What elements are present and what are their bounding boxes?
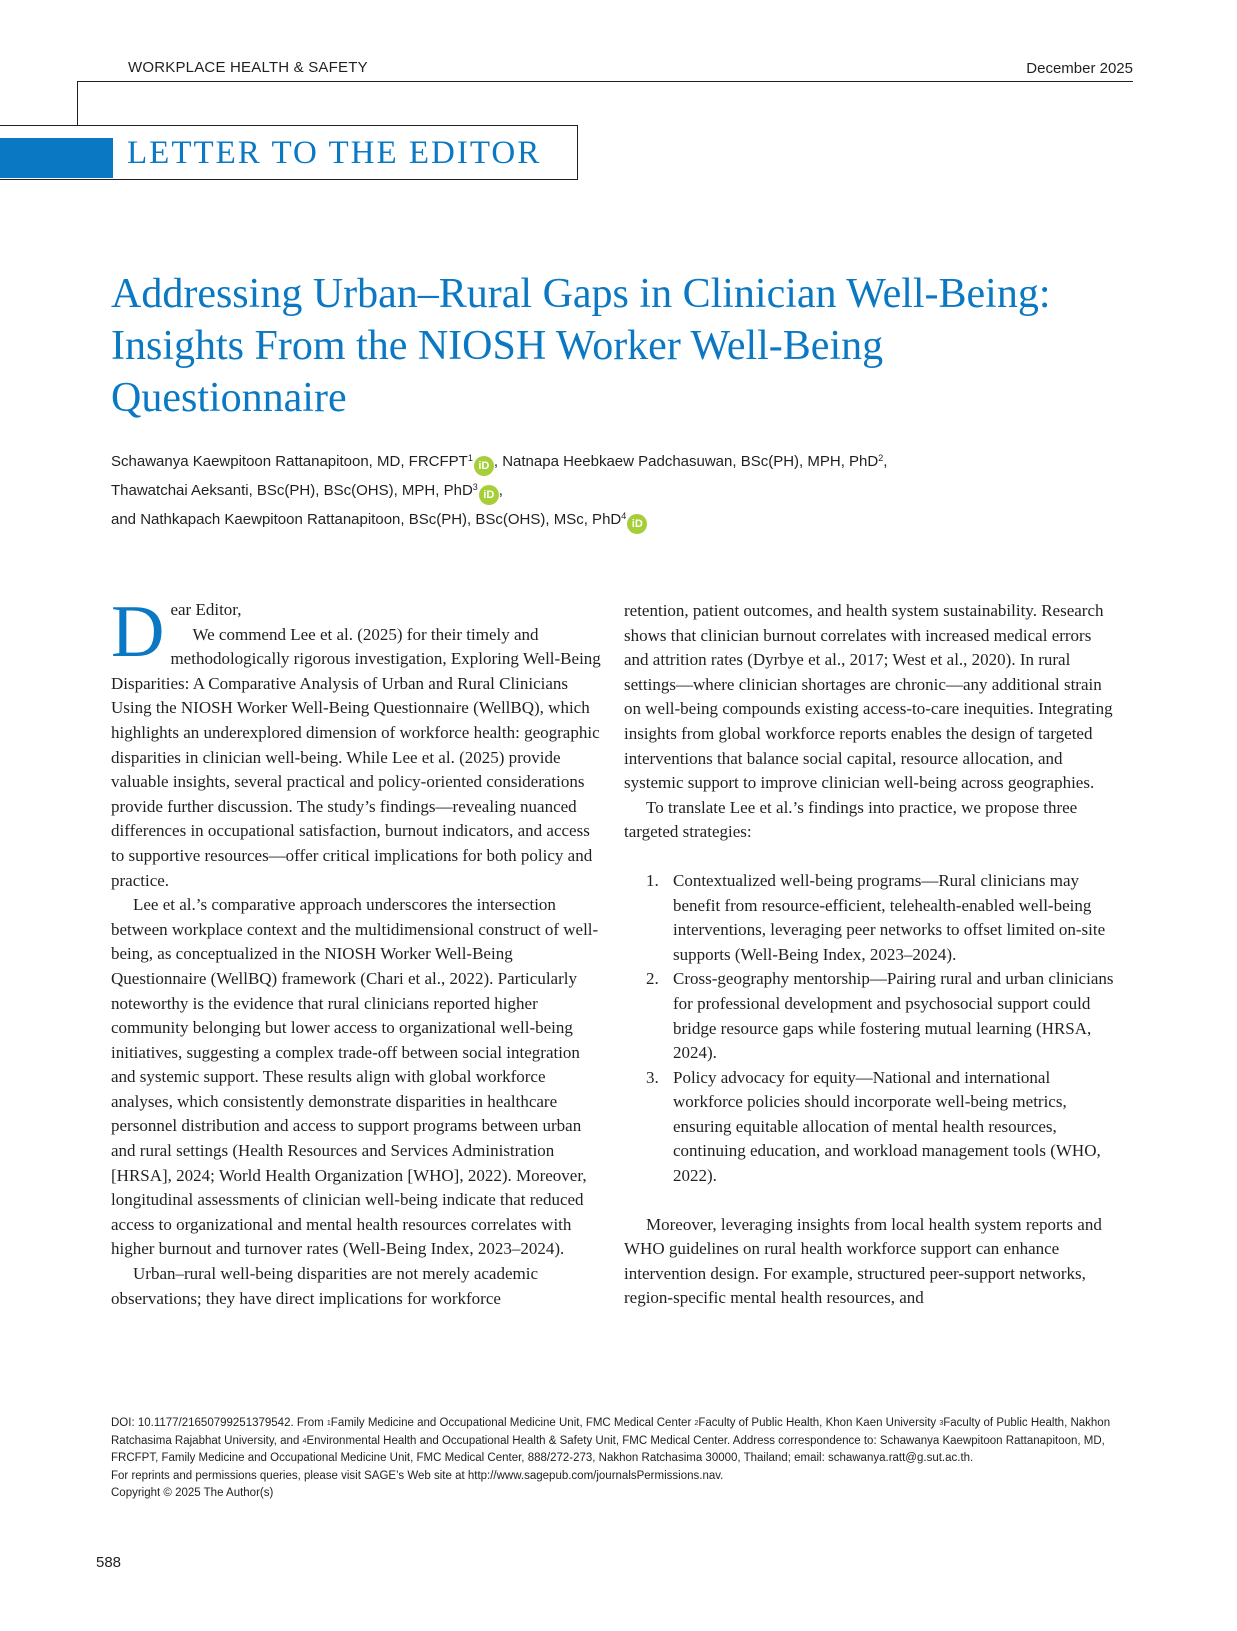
body-paragraph: To translate Lee et al.’s findings into practice, we propose three targeted strategies:: [624, 797, 1078, 842]
author-line-3: [111, 505, 1131, 534]
body-paragraph: Moreover, leveraging insights from local health system reports and WHO guidelines on rural health workforce support can enhance intervention design. For example, structured peer-support networks, region-specific mental health resources, and: [624, 1214, 1102, 1308]
copyright-note: Copyright © 2025 The Author(s): [111, 1487, 274, 1499]
list-item: [624, 1066, 1118, 1189]
orcid-icon[interactable]: iD: [479, 485, 499, 505]
header-rule: [77, 81, 1133, 82]
list-number: 2.: [646, 969, 659, 989]
body-column-right: [624, 599, 1118, 1311]
body-paragraph: Urban–rural well-being disparities are not merely academic observations; they have direct implications for workforce: [111, 1264, 538, 1308]
list-text: Cross-geography mentorship—Pairing rural and urban clinicians for professional development and psychosocial support could bridge resource gaps while fostering mutual learning (HRSA, 2024).: [673, 969, 1114, 1063]
author-affiliation: 1: [467, 453, 473, 463]
salutation: ear Editor,: [170, 600, 242, 619]
body-column-left: [111, 591, 601, 1311]
list-text: Policy advocacy for equity—National and international workforce policies should incorporate well-being metrics, ensuring equitable allocation of mental health resources, continuing education, and workload management tools (WHO, 2022).: [673, 1067, 1101, 1186]
author-line-2: Thawatchai Aeksanti, BSc(PH), BSc(OHS), MPH, PhD$^3$iD ,: [111, 476, 1131, 505]
list-item: [624, 869, 1118, 967]
list-number: 3.: [646, 1067, 659, 1087]
drop-cap: D: [111, 591, 165, 673]
header-rule-tick: [77, 81, 78, 125]
section-label: LETTER TO THE EDITOR: [127, 135, 542, 171]
article-title: Addressing Urban–Rural Gaps in Clinician Well-Being: Insights From the NIOSH Worker Well-Being Questionnaire: [111, 271, 1051, 421]
author-line-1: Schawanya Kaewpitoon Rattanapitoon, MD, FRCFPT$^1$iD , Natnapa Heebkaew Padchasuwan, BSc(PH), MPH, PhD$^2$,: [111, 447, 1131, 476]
section-accent-bar: [0, 138, 113, 178]
page-number: 588: [96, 1554, 122, 1571]
author-affiliation: 3: [472, 482, 478, 492]
author-affiliation: 4: [621, 511, 627, 521]
orcid-icon[interactable]: iD: [627, 514, 647, 534]
body-paragraph: Lee et al.’s comparative approach underscores the intersection between workplace context and the multidimensional construct of well-being, as conceptualized in the NIOSH Worker Well-Being Questionnaire (WellBQ) framework (Chari et al., 2022). Particularly noteworthy is the evidence that rural clinicians reported higher community belonging but lower access to organizational well-being initiatives, suggesting a complex trade-off between social integration and systemic support. These results align with global workforce analyses, which consistently demonstrate disparities in healthcare personnel distribution and access to support programs between urban and rural settings (Health Resources and Services Administration [HRSA], 2024; World Health Organization [WHO], 2022). Moreover, longitudinal assessments of clinician well-being indicate that reduced access to organizational and mental health resources correlates with higher burnout and turnover rates (Well-Being Index, 2023–2024).: [111, 895, 599, 1259]
permissions-note: For reprints and permissions queries, please visit SAGE’s Web site at http://www.sagepub.com/journalsPermissions.nav.: [111, 1469, 724, 1482]
affiliations: DOI: 10.1177/21650799251379542. From $^1$Family Medicine and Occupational Medicine Unit, FMC Medical Center $^2$Faculty of Public Health, Khon Kaen University $^3$Faculty of Public Health, Nakhon Ratchasima Rajabhat University, and $^4$Environmental Health and Occupational Health & Safety Unit, FMC Medical Center. Address correspondence to: Schawanya Kaewpitoon Rattanapitoon, MD, FRCFPT, Family Medicine and Occupational Medicine Unit, FMC Medical Center, 888/272-273, Nakhon Ratchasima 30000, Thailand; email: schawanya.ratt@g.sut.ac.th.: [111, 1417, 1111, 1464]
author-name: Thawatchai Aeksanti, BSc(PH), BSc(OHS), MPH, PhD: [111, 482, 473, 499]
author-affiliation: 2: [878, 453, 884, 463]
author-name: and Nathkapach Kaewpitoon Rattanapitoon, BSc(PH), BSc(OHS), MSc, PhD: [111, 511, 622, 528]
author-name: Natnapa Heebkaew Padchasuwan, BSc(PH), MPH, PhD: [502, 453, 879, 470]
journal-name: WORKPLACE HEALTH & SAFETY: [128, 59, 368, 76]
issue-date: December 2025: [1026, 60, 1133, 77]
list-item: [624, 967, 1118, 1065]
body-paragraph: We commend Lee et al. (2025) for their timely and methodologically rigorous investigation, Exploring Well-Being Disparities: A Comparative Analysis of Urban and Rural Clinicians Using the NIOSH Worker Well-Being Questionnaire (WellBQ), which highlights an underexplored dimension of workforce health: geographic disparities in clinician well-being. While Lee et al. (2025) provide valuable insights, several practical and policy-oriented considerations provide further discussion. The study’s findings—revealing nuanced differences in occupational satisfaction, burnout indicators, and access to supportive resources—offer critical implications for both policy and practice.: [111, 624, 601, 890]
author-name: Schawanya Kaewpitoon Rattanapitoon, MD, FRCFPT: [111, 453, 468, 470]
body-paragraph: retention, patient outcomes, and health system sustainability. Research shows that clinician burnout correlates with increased medical errors and attrition rates (Dyrbye et al., 2017; West et al., 2020). In rural settings—where clinician shortages are chronic—any additional strain on well-being compounds existing access-to-care inequities. Integrating insights from global workforce reports enables the design of targeted interventions that balance social capital, resource allocation, and systemic support to improve clinician well-being across geographies.: [624, 601, 1113, 793]
orcid-icon[interactable]: iD: [474, 456, 494, 476]
list-number: 1.: [646, 870, 659, 890]
article-footnote: [111, 1415, 1121, 1503]
list-text: Contextualized well-being programs—Rural clinicians may benefit from resource-efficient, telehealth-enabled well-being interventions, leveraging peer networks to offset limited on-site supports (Well-Being Index, 2023–2024).: [673, 870, 1106, 964]
author-list: [111, 447, 1131, 534]
strategy-list: [624, 869, 1118, 1189]
